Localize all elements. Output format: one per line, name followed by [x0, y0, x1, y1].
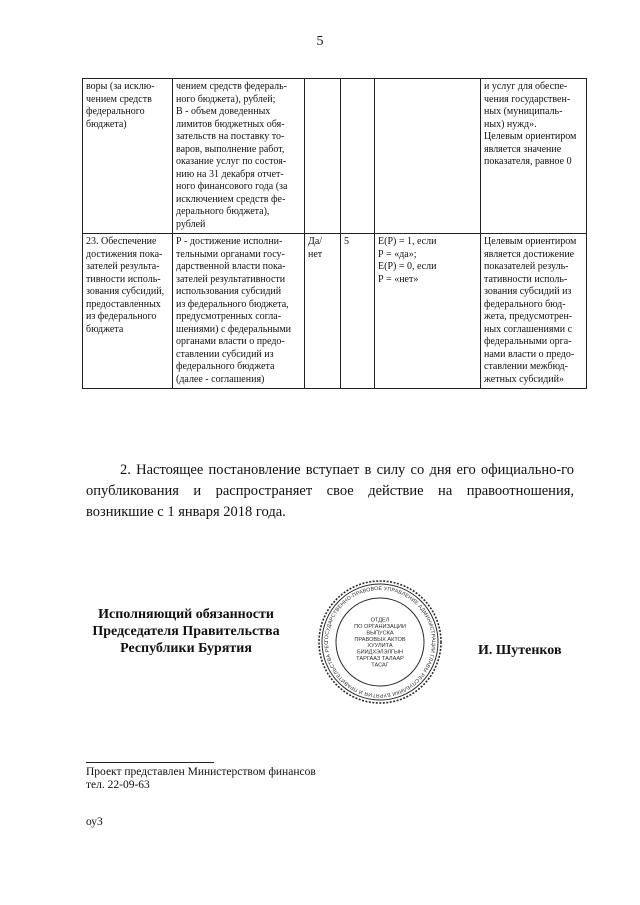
- cell-line: зования субсидий,: [86, 286, 165, 297]
- cell-line: ставлении межбюд-: [484, 361, 568, 372]
- cell-line: ного финансового года (за: [176, 181, 288, 192]
- cell-line: оказание услуг по состоя-: [176, 156, 287, 167]
- cell-line: из федерального бюджета,: [176, 298, 289, 310]
- cell-line: федерального бюд-: [484, 298, 566, 310]
- seal-inner-line: ХУУЛИТА: [367, 643, 393, 650]
- page-number: 5: [316, 34, 324, 49]
- weight-cell: [341, 234, 375, 389]
- cell-line: чением средств: [86, 93, 152, 105]
- target-cell: [481, 234, 587, 389]
- cell-line: зования субсидий из: [484, 286, 572, 297]
- cell-line: предусмотренных согла-: [176, 311, 282, 322]
- seal-inner-line: ВЫПУСКА: [366, 630, 394, 637]
- target-cell: [481, 79, 587, 234]
- cell-line: жета, предусмотрен-: [484, 311, 573, 322]
- cell-line: варов, выполнение работ,: [176, 143, 285, 155]
- cell-line: бюджета): [86, 118, 127, 130]
- cell-line: тивности исполь-: [86, 273, 161, 285]
- formula-cell: [375, 79, 481, 234]
- cell-line: зательств на поставку то-: [176, 131, 285, 142]
- document-code: оу3: [86, 816, 103, 828]
- effective-date-paragraph: [86, 460, 574, 523]
- cell-line: предоставленных: [86, 298, 161, 310]
- cell-line: исключением средств фе-: [176, 193, 286, 205]
- cell-line: ставлении субсидий из: [176, 348, 274, 360]
- seal-inner-line: ПО ОРГАНИЗАЦИИ: [354, 624, 406, 630]
- cell-line: Р = «да»;: [378, 248, 417, 260]
- footnote-divider: [86, 762, 214, 763]
- cell-line: Целевым ориентиром: [484, 131, 577, 142]
- weight-cell: [341, 79, 375, 234]
- cell-line: чением средств федераль-: [176, 81, 288, 92]
- signatory-line: Республики Бурятия: [120, 641, 252, 656]
- seal-inner-line: ПРАВОВЫХ АКТОВ: [354, 636, 406, 643]
- cell-line: Да/: [308, 236, 323, 247]
- table-row: [83, 79, 587, 234]
- cell-line: органами власти о предо-: [176, 336, 285, 347]
- cell-line: Р = «нет»: [378, 273, 419, 285]
- indicator-name-cell: [83, 234, 173, 389]
- cell-line: зателей результа-: [86, 261, 160, 272]
- cell-line: показателей резуль-: [484, 261, 569, 272]
- definition-cell: [173, 234, 305, 389]
- cell-line: В - объем доведенных: [176, 106, 271, 117]
- cell-line: бюджета: [86, 323, 124, 335]
- cell-line: шениями) с федеральными: [176, 323, 292, 335]
- footnote-line: Проект представлен Министерством финансов: [86, 766, 316, 778]
- cell-line: использования субсидий: [176, 286, 282, 297]
- official-seal-stamp: [316, 578, 444, 706]
- cell-line: тельными органами госу-: [176, 248, 285, 260]
- indicator-name-cell: [83, 79, 173, 234]
- seal-inner-line: ТАСАГ: [371, 662, 389, 669]
- paragraph-text: 2. Настоящее постановление вступает в силу со дня его официально-го опубликования и распространяет свое действие на правоотношения, возникшие с 1 января 2018 года.: [86, 462, 574, 520]
- cell-line: дерального бюджета),: [176, 206, 270, 217]
- unit-cell: [305, 79, 341, 234]
- cell-line: является достижение: [484, 248, 575, 260]
- seal-inner-line: ОТДЕЛ: [370, 617, 390, 624]
- definition-cell: [173, 79, 305, 234]
- cell-line: из федерального: [86, 311, 157, 322]
- cell-line: федеральными орга-: [484, 336, 572, 347]
- cell-line: Целевым ориентиром: [484, 236, 577, 247]
- cell-line: Е(Р) = 1, если: [378, 236, 437, 247]
- cell-line: ных) нужд».: [484, 118, 537, 130]
- cell-line: рублей: [176, 218, 206, 230]
- cell-line: зателей результативности: [176, 273, 286, 285]
- cell-line: лимитов бюджетных обя-: [176, 118, 285, 130]
- signatory-line: Исполняющий обязанности: [98, 607, 274, 622]
- seal-inner-line: ТАРГААЗ ТАЛААР: [356, 656, 404, 662]
- cell-line: и услуг для обеспе-: [484, 81, 568, 92]
- cell-line: федерального бюджета: [176, 361, 275, 372]
- signer-name: И. Шутенков: [478, 643, 562, 658]
- cell-line: чения государствен-: [484, 93, 571, 105]
- footnote: [86, 766, 316, 792]
- cell-line: нию на 31 декабря отчет-: [176, 168, 284, 180]
- seal-inner-line: БИИДХЭЛЭЛГЫН: [356, 649, 404, 656]
- table-row: [83, 234, 587, 389]
- cell-line: воры (за исклю-: [86, 81, 155, 92]
- footnote-line: тел. 22-09-63: [86, 779, 150, 791]
- cell-line: показателя, равное 0: [484, 156, 572, 167]
- cell-line: 23. Обеспечение: [86, 236, 157, 247]
- cell-line: ных соглашениями с: [484, 323, 573, 335]
- cell-line: тативности исполь-: [484, 273, 568, 285]
- cell-line: нами власти о предо-: [484, 348, 575, 360]
- cell-line: 5: [344, 236, 349, 247]
- cell-line: дарственной власти пока-: [176, 261, 286, 272]
- cell-line: ного бюджета), рублей;: [176, 93, 276, 105]
- cell-line: жетных субсидий»: [484, 373, 564, 385]
- signatory-line: Председателя Правительства: [92, 624, 280, 639]
- indicators-table: [82, 78, 587, 389]
- cell-line: Е(Р) = 0, если: [378, 261, 437, 272]
- cell-line: нет: [308, 248, 323, 260]
- signatory-title: [86, 606, 286, 657]
- cell-line: достижения пока-: [86, 248, 163, 260]
- cell-line: ных (муниципаль-: [484, 106, 563, 117]
- cell-line: является значение: [484, 143, 562, 155]
- cell-line: Р - достижение исполни-: [176, 236, 283, 247]
- seal-ring-text: ГОСУДАРСТВЕННО-ПРАВОВОЕ УПРАВЛЕНИЕ АДМИНИСТРАЦИИ ГЛАВЫ РЕСПУБЛИКИ БУРЯТИЯ И ПРАВИТЕЛЬСТВА РЕС: [323, 585, 437, 699]
- cell-line: федерального: [86, 106, 145, 117]
- cell-line: (далее - соглашения): [176, 373, 265, 385]
- formula-cell: [375, 234, 481, 389]
- unit-cell: [305, 234, 341, 389]
